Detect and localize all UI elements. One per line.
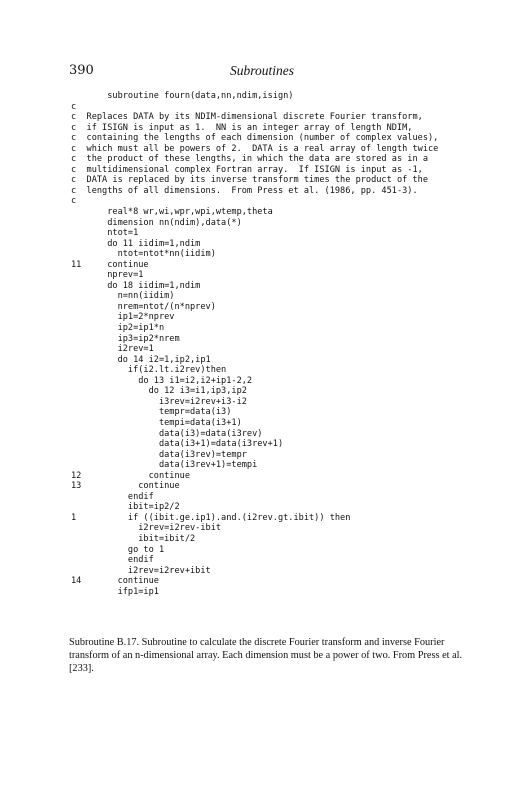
code-line: c [71,196,77,207]
code-line: do 13 i1=i2,i2+ip1-2,2 [71,375,253,386]
code-line: do 14 i2=1,ip2,ip1 [71,354,211,365]
code-line: data(i3rev+1)=tempi [71,460,258,471]
chapter-title: Subroutines [230,63,294,78]
code-line: n=nn(iidim) [71,291,175,302]
code-line: endif [71,555,154,566]
code-line: c lengths of all dimensions. From Press et al. (1986, pp. 451-3). [71,185,418,196]
fortran-code-listing [71,91,438,597]
code-line: c containing the lengths of each dimension (number of complex values), [71,133,439,144]
code-line: do 18 iidim=1,ndim [71,280,201,291]
code-line: c multidimensional complex Fortran array. If ISIGN is input as -1, [71,164,423,175]
code-line: nrem=ntot/(n*nprev) [71,301,216,312]
code-line: ntot=1 [71,228,139,239]
code-line: ibit=ibit/2 [71,533,196,544]
code-line: dimension nn(ndim),data(*) [71,217,242,228]
code-line: ip3=ip2*nrem [71,333,180,344]
code-line: i2rev=i2rev-ibit [71,523,222,534]
running-head [0,63,531,83]
code-line: i3rev=i2rev+i3-i2 [71,396,247,407]
code-line: data(i3)=data(i3rev) [71,428,263,439]
code-line: 11 continue [71,259,149,270]
code-line: tempr=data(i3) [71,407,232,418]
code-line: real*8 wr,wi,wpr,wpi,wtemp,theta [71,207,273,218]
code-line: c DATA is replaced by its inverse transform times the product of the [71,175,428,186]
code-line: ntot=ntot*nn(iidim) [71,249,216,260]
code-line: go to 1 [71,544,165,555]
code-line: c which must all be powers of 2. DATA is a real array of length twice [71,143,439,154]
code-line: c Replaces DATA by its NDIM-dimensional discrete Fourier transform, [71,112,423,123]
code-line: nprev=1 [71,270,144,281]
code-line: c [71,101,77,112]
page-number: 390 [69,63,94,78]
code-line: c if ISIGN is input as 1. NN is an integer array of length NDIM, [71,122,413,133]
code-line: c the product of these lengths, in which the data are stored as in a [71,154,428,165]
code-line: endif [71,491,154,502]
code-line: do 11 iidim=1,ndim [71,238,201,249]
code-line: i2rev=1 [71,344,154,355]
code-line: 12 continue [71,470,190,481]
code-line: tempi=data(i3+1) [71,417,242,428]
code-line: ip1=2*nprev [71,312,175,323]
code-line: data(i3+1)=data(i3rev+1) [71,439,284,450]
code-line: data(i3rev)=tempr [71,449,247,460]
code-line: ip2=ip1*n [71,323,165,334]
code-line: do 12 i3=i1,ip3,ip2 [71,386,247,397]
code-line: 13 continue [71,481,180,492]
code-line: ibit=ip2/2 [71,502,180,513]
figure-caption: Subroutine B.17. Subroutine to calculate the discrete Fourier transform and inverse Fourier transform of an n-dimensional array. Each dimension must be a power of two. From Press et al. [233]. [69,637,463,674]
code-line: subroutine fourn(data,nn,ndim,isign) [71,91,294,101]
code-line: 1 if ((ibit.ge.ip1).and.(i2rev.gt.ibit)) then [71,512,351,523]
code-line: if(i2.lt.i2rev)then [71,365,227,376]
code-line: 14 continue [71,576,159,587]
code-line: i2rev=i2rev+ibit [71,565,211,576]
code-line: ifp1=ip1 [71,586,159,597]
